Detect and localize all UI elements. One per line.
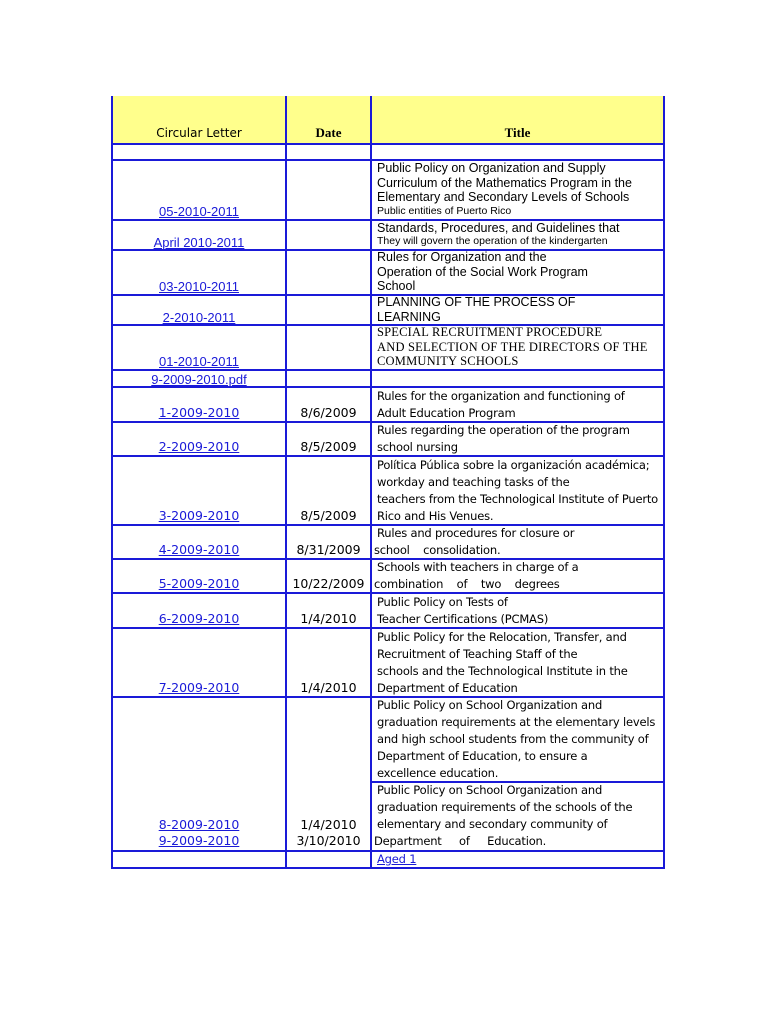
title-line: Public Policy on Organization and Supply (377, 161, 606, 175)
title-line: AND SELECTION OF THE DIRECTORS OF THE (377, 339, 648, 354)
circular-link[interactable]: April 2010-2011 (153, 235, 245, 250)
title-line: Rico and His Venues. (377, 509, 494, 523)
title-line: Department of Education. (374, 834, 547, 848)
circular-link[interactable]: 5-2009-2010 (158, 576, 240, 591)
circular-link[interactable]: 4-2009-2010 (158, 542, 240, 557)
table-border-right (663, 96, 665, 869)
title-line: Public Policy on Tests of (377, 595, 508, 609)
circular-link[interactable]: 7-2009-2010 (158, 680, 240, 695)
title-line: elementary and secondary community of (377, 817, 608, 831)
row-divider (111, 369, 665, 371)
date-cell: 3/10/2010 (296, 833, 361, 848)
date-cell: 1/4/2010 (300, 611, 357, 626)
title-line: Schools with teachers in charge of a (377, 560, 579, 574)
title-line: and high school students from the community of (377, 732, 649, 746)
title-line: Rules and procedures for closure or (377, 526, 575, 540)
title-line: SPECIAL RECRUITMENT PROCEDURE (377, 325, 603, 339)
date-cell: 1/4/2010 (300, 817, 357, 832)
date-cell: 10/22/2009 (292, 576, 365, 591)
column-divider-2 (370, 96, 372, 869)
title-line: PLANNING OF THE PROCESS OF (377, 295, 576, 309)
date-cell: 8/31/2009 (296, 542, 361, 557)
title-line: schools and the Technological Institute in the (377, 664, 628, 678)
circular-link[interactable]: 03-2010-2011 (159, 279, 239, 294)
aged-link[interactable]: Aged 1 (377, 852, 417, 866)
column-divider-1 (285, 96, 287, 869)
title-line: Elementary and Secondary Levels of Schools (377, 190, 630, 204)
title-line: Rules for Organization and the (377, 250, 547, 264)
title-line: Public Policy on School Organization and (377, 698, 603, 712)
title-line: teachers from the Technological Institute of Puerto (377, 492, 658, 506)
title-line: Curriculum of the Mathematics Program in the (377, 175, 632, 190)
title-line: school consolidation. (374, 543, 501, 557)
circular-link[interactable]: 2-2009-2010 (158, 439, 240, 454)
title-line: combination of two degrees (374, 577, 560, 591)
header-circular-letter: Circular Letter (156, 126, 242, 140)
title-line: graduation requirements at the elementary levels (377, 715, 656, 729)
title-line: Teacher Certifications (PCMAS) (377, 612, 549, 626)
title-line: Adult Education Program (377, 406, 516, 420)
circular-link[interactable]: 3-2009-2010 (158, 508, 240, 523)
title-line: Operation of the Social Work Program (377, 264, 588, 279)
circular-link[interactable]: 8-2009-2010 (158, 817, 240, 832)
title-line: excellence education. (377, 766, 499, 780)
date-cell: 8/5/2009 (300, 508, 357, 523)
title-line: Rules for the organization and functioning of (377, 389, 625, 403)
header-title: Title (504, 125, 531, 140)
row-divider (111, 143, 665, 145)
circular-link[interactable]: 9-2009-2010.pdf (151, 372, 247, 387)
title-line: Política Pública sobre la organización académica; (377, 458, 650, 472)
title-line: Department of Education (377, 681, 518, 695)
header-date: Date (315, 125, 342, 140)
circular-link[interactable]: 01-2010-2011 (159, 354, 239, 369)
date-cell: 8/6/2009 (300, 405, 357, 420)
title-line: COMMUNITY SCHOOLS (377, 354, 519, 368)
title-line: School (377, 279, 416, 293)
circular-link[interactable]: 2-2010-2011 (162, 310, 236, 325)
circular-link[interactable]: 1-2009-2010 (158, 405, 240, 420)
title-line: Department of Education, to ensure a (377, 749, 588, 763)
title-line: They will govern the operation of the kindergarten (377, 235, 608, 247)
circular-link[interactable]: 6-2009-2010 (158, 611, 240, 626)
title-line: graduation requirements of the schools of the (377, 800, 633, 814)
circular-link[interactable]: 9-2009-2010 (158, 833, 240, 848)
title-line: Public Policy on School Organization and (377, 783, 603, 797)
circular-link[interactable]: 05-2010-2011 (159, 204, 239, 219)
title-line: Standards, Procedures, and Guidelines that (377, 221, 620, 235)
title-line: Public Policy for the Relocation, Transfer, and (377, 630, 627, 644)
title-line: Rules regarding the operation of the program (377, 423, 630, 437)
title-line: school nursing (377, 440, 458, 454)
title-line: workday and teaching tasks of the (377, 475, 570, 489)
title-line: Recruitment of Teaching Staff of the (377, 647, 578, 661)
title-line: LEARNING (377, 309, 441, 324)
date-cell: 8/5/2009 (300, 439, 357, 454)
title-line: Public entities of Puerto Rico (377, 205, 512, 217)
date-cell: 1/4/2010 (300, 680, 357, 695)
